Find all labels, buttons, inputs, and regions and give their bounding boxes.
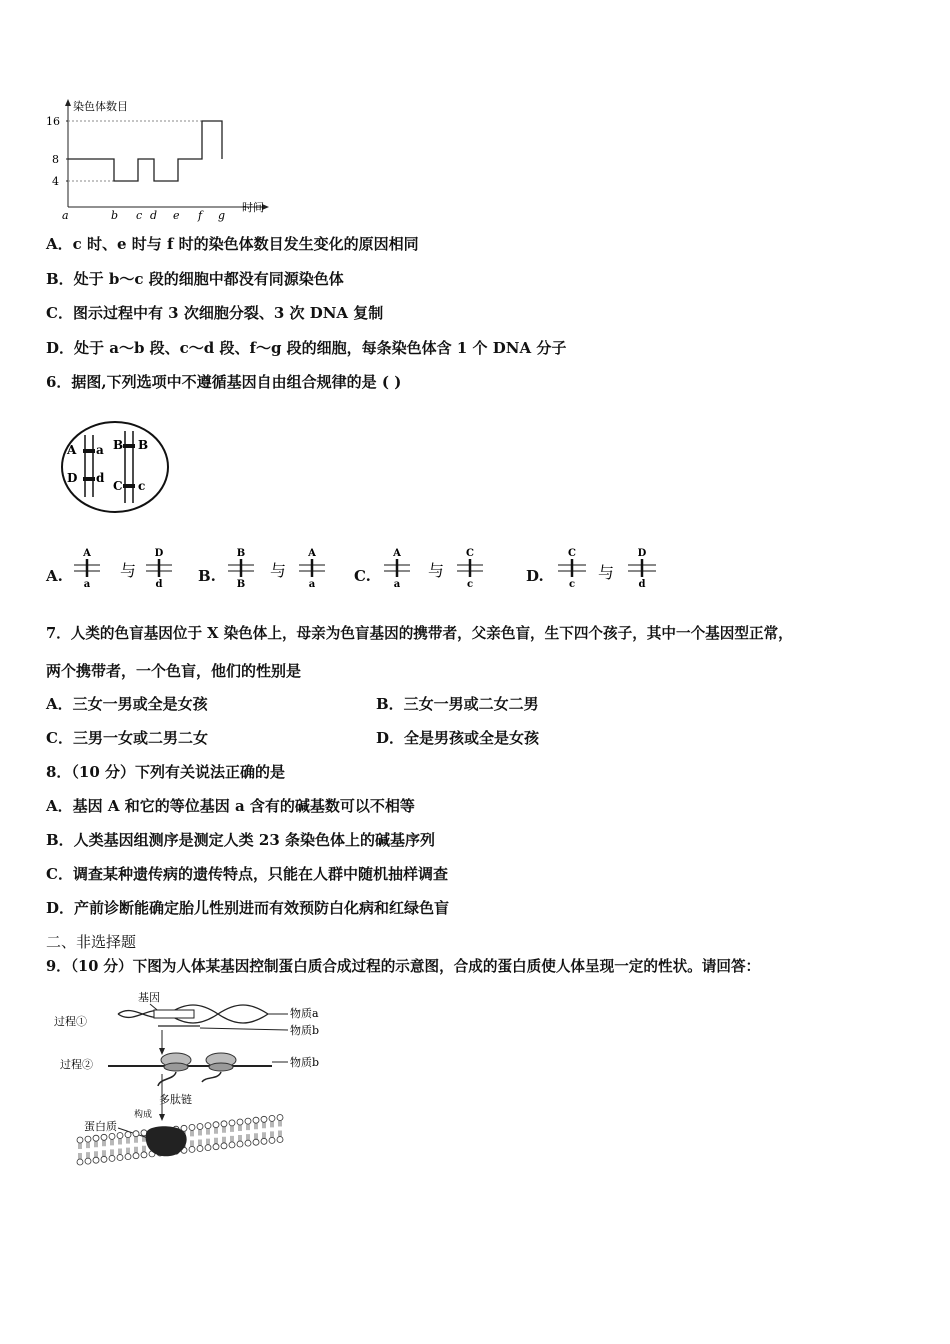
x-tick-g: g	[218, 209, 226, 222]
phospholipid-head	[85, 1158, 91, 1164]
phospholipid-head	[125, 1154, 131, 1160]
svg-text:c: c	[466, 579, 474, 590]
phospholipid-head	[117, 1133, 123, 1139]
label-substance-a: 物质a	[290, 1007, 319, 1020]
gene-B-right: B	[138, 438, 149, 452]
section-heading: 二、非选择题	[46, 933, 137, 951]
phospholipid-head	[117, 1155, 123, 1161]
svg-text:D: D	[154, 548, 164, 559]
q7-option-d: D．全是男孩或全是女孩	[376, 729, 540, 747]
gene-D: D	[67, 471, 78, 485]
label-substance-b-1: 物质b	[290, 1024, 320, 1037]
phospholipid-head	[133, 1131, 139, 1137]
q9-protein-synthesis-diagram	[50, 988, 330, 1188]
gene-a: a	[96, 443, 104, 457]
phospholipid-head	[213, 1144, 219, 1150]
q8-option-d: D．产前诊断能确定胎儿性别进而有效预防白化病和红绿色盲	[46, 899, 450, 917]
svg-text:A: A	[83, 548, 91, 559]
svg-text:d: d	[155, 579, 163, 590]
phospholipid-head	[245, 1140, 251, 1146]
q7-option-c: C．三男一女或二男二女	[46, 729, 208, 747]
svg-text:c: c	[568, 579, 576, 590]
phospholipid-head	[253, 1117, 259, 1123]
q5-option-c: C．图示过程中有 3 次细胞分裂、3 次 DNA 复制	[46, 304, 384, 322]
phospholipid-head	[141, 1152, 147, 1158]
y-tick-4: 4	[52, 175, 59, 188]
svg-text:a: a	[83, 579, 91, 590]
phospholipid-head	[229, 1142, 235, 1148]
x-tick-e: e	[173, 209, 180, 222]
polypeptide-1	[158, 1072, 176, 1086]
q6-option-d-label: D.	[526, 567, 544, 585]
q8-option-a: A．基因 A 和它的等位基因 a 含有的碱基数可以不相等	[46, 797, 415, 815]
label-polypeptide: 多肽链	[159, 1093, 192, 1106]
q5-option-d: D．处于 a～b 段、c～d 段、f～g 段的细胞，每条染色体含 1 个 DNA 分子	[46, 339, 567, 357]
cell-membrane	[62, 422, 168, 512]
svg-text:D: D	[637, 548, 647, 559]
label-substance-b-2: 物质b	[290, 1056, 320, 1069]
q6-option-c-pair	[382, 545, 492, 593]
polypeptide-2	[202, 1072, 221, 1082]
phospholipid-head	[269, 1115, 275, 1121]
x-tick-f: f	[198, 209, 203, 222]
phospholipid-head	[221, 1143, 227, 1149]
svg-text:a: a	[308, 579, 316, 590]
phospholipid-head	[245, 1118, 251, 1124]
phospholipid-head	[85, 1136, 91, 1142]
svg-text:B: B	[236, 548, 246, 559]
q8-stem: 8．（10 分）下列有关说法正确的是	[46, 763, 286, 781]
phospholipid-head	[213, 1122, 219, 1128]
phospholipid-head	[77, 1159, 83, 1165]
phospholipid-head	[93, 1135, 99, 1141]
phospholipid-head	[229, 1120, 235, 1126]
y-tick-8: 8	[52, 153, 59, 166]
phospholipid-head	[133, 1153, 139, 1159]
gene-c: c	[138, 479, 146, 493]
phospholipid-head	[277, 1137, 283, 1143]
label-process-1: 过程①	[54, 1015, 87, 1028]
phospholipid-head	[189, 1124, 195, 1130]
q6-option-b-pair	[226, 545, 336, 593]
svg-text:a: a	[393, 579, 401, 590]
phospholipid-head	[277, 1115, 283, 1121]
q6-option-a-label: A.	[46, 567, 63, 585]
chromosome-number-chart	[40, 95, 280, 225]
label-protein: 蛋白质	[84, 1120, 117, 1133]
q5-option-b: B．处于 b～c 段的细胞中都没有同源染色体	[46, 270, 344, 288]
phospholipid-head	[109, 1155, 115, 1161]
q6-option-c-label: C.	[354, 567, 371, 585]
yu-d: 与	[598, 563, 615, 582]
phospholipid-head	[253, 1139, 259, 1145]
svg-text:C: C	[466, 548, 474, 559]
q7-option-a: A．三女一男或全是女孩	[46, 695, 208, 713]
q6-option-a-pair	[72, 545, 182, 593]
phospholipid-head	[125, 1132, 131, 1138]
yu-c: 与	[428, 561, 445, 580]
yu-b: 与	[270, 561, 287, 580]
gene-d: d	[96, 471, 105, 485]
phospholipid-head	[237, 1119, 243, 1125]
svg-text:C: C	[568, 548, 576, 559]
svg-text:A: A	[308, 548, 316, 559]
x-tick-d: d	[150, 209, 158, 222]
gene-A: A	[67, 443, 77, 457]
svg-text:d: d	[638, 579, 646, 590]
q6-option-d-pair	[556, 545, 676, 593]
phospholipid-head	[269, 1137, 275, 1143]
q8-option-c: C．调查某种遗传病的遗传特点，只能在人群中随机抽样调查	[46, 865, 448, 883]
phospholipid-head	[261, 1116, 267, 1122]
phospholipid-head	[197, 1124, 203, 1130]
label-form: 构成	[134, 1110, 153, 1120]
phospholipid-head	[101, 1156, 107, 1162]
q6-option-b-label: B.	[198, 567, 216, 585]
label-process-2: 过程②	[60, 1058, 93, 1071]
q9-stem: 9．（10 分）下图为人体某基因控制蛋白质合成过程的示意图，合成的蛋白质使人体呈现一定的性状。请回答：	[46, 958, 761, 975]
y-tick-16: 16	[46, 115, 60, 128]
phospholipid-head	[77, 1137, 83, 1143]
q6-options-row	[46, 545, 686, 595]
q5-option-a: A．c 时、e 时与 f 时的染色体数目发生变化的原因相同	[46, 235, 419, 253]
svg-text:B: B	[236, 579, 246, 590]
svg-text:A: A	[393, 548, 401, 559]
y-axis-arrow	[65, 99, 71, 106]
phospholipid-head	[205, 1123, 211, 1129]
phospholipid-head	[93, 1157, 99, 1163]
phospholipid-head	[109, 1133, 115, 1139]
phospholipid-head	[261, 1138, 267, 1144]
q7-stem-line1: 7．人类的色盲基因位于 X 染色体上，母亲为色盲基因的携带者，父亲色盲，生下四个孩子，其中一个基因型正常，	[46, 625, 793, 642]
q6-stem: 6．据图,下列选项中不遵循基因自由组合规律的是 ( )	[46, 373, 402, 391]
phospholipid-head	[189, 1146, 195, 1152]
x-tick-a: a	[62, 209, 69, 222]
chart-ylabel: 染色体数目	[73, 100, 128, 113]
phospholipid-head	[237, 1141, 243, 1147]
q7-stem-line2: 两个携带者，一个色盲，他们的性别是	[46, 662, 302, 680]
chromosome-series-line	[68, 121, 222, 181]
yu-a: 与	[120, 561, 137, 580]
gene-C: C	[113, 479, 123, 493]
gene-B-left: B	[113, 438, 124, 452]
phospholipid-head	[205, 1145, 211, 1151]
x-tick-b: b	[111, 209, 119, 222]
q7-option-b: B．三女一男或二女二男	[376, 695, 539, 713]
x-tick-c: c	[136, 209, 143, 222]
q8-option-b: B．人类基因组测序是测定人类 23 条染色体上的碱基序列	[46, 831, 435, 849]
gene-segment	[154, 1010, 194, 1018]
phospholipid-head	[197, 1146, 203, 1152]
q6-cell-diagram	[58, 417, 174, 517]
phospholipid-head	[101, 1134, 107, 1140]
chart-xlabel: 时间	[242, 201, 264, 214]
label-gene: 基因	[138, 991, 160, 1004]
phospholipid-head	[221, 1121, 227, 1127]
